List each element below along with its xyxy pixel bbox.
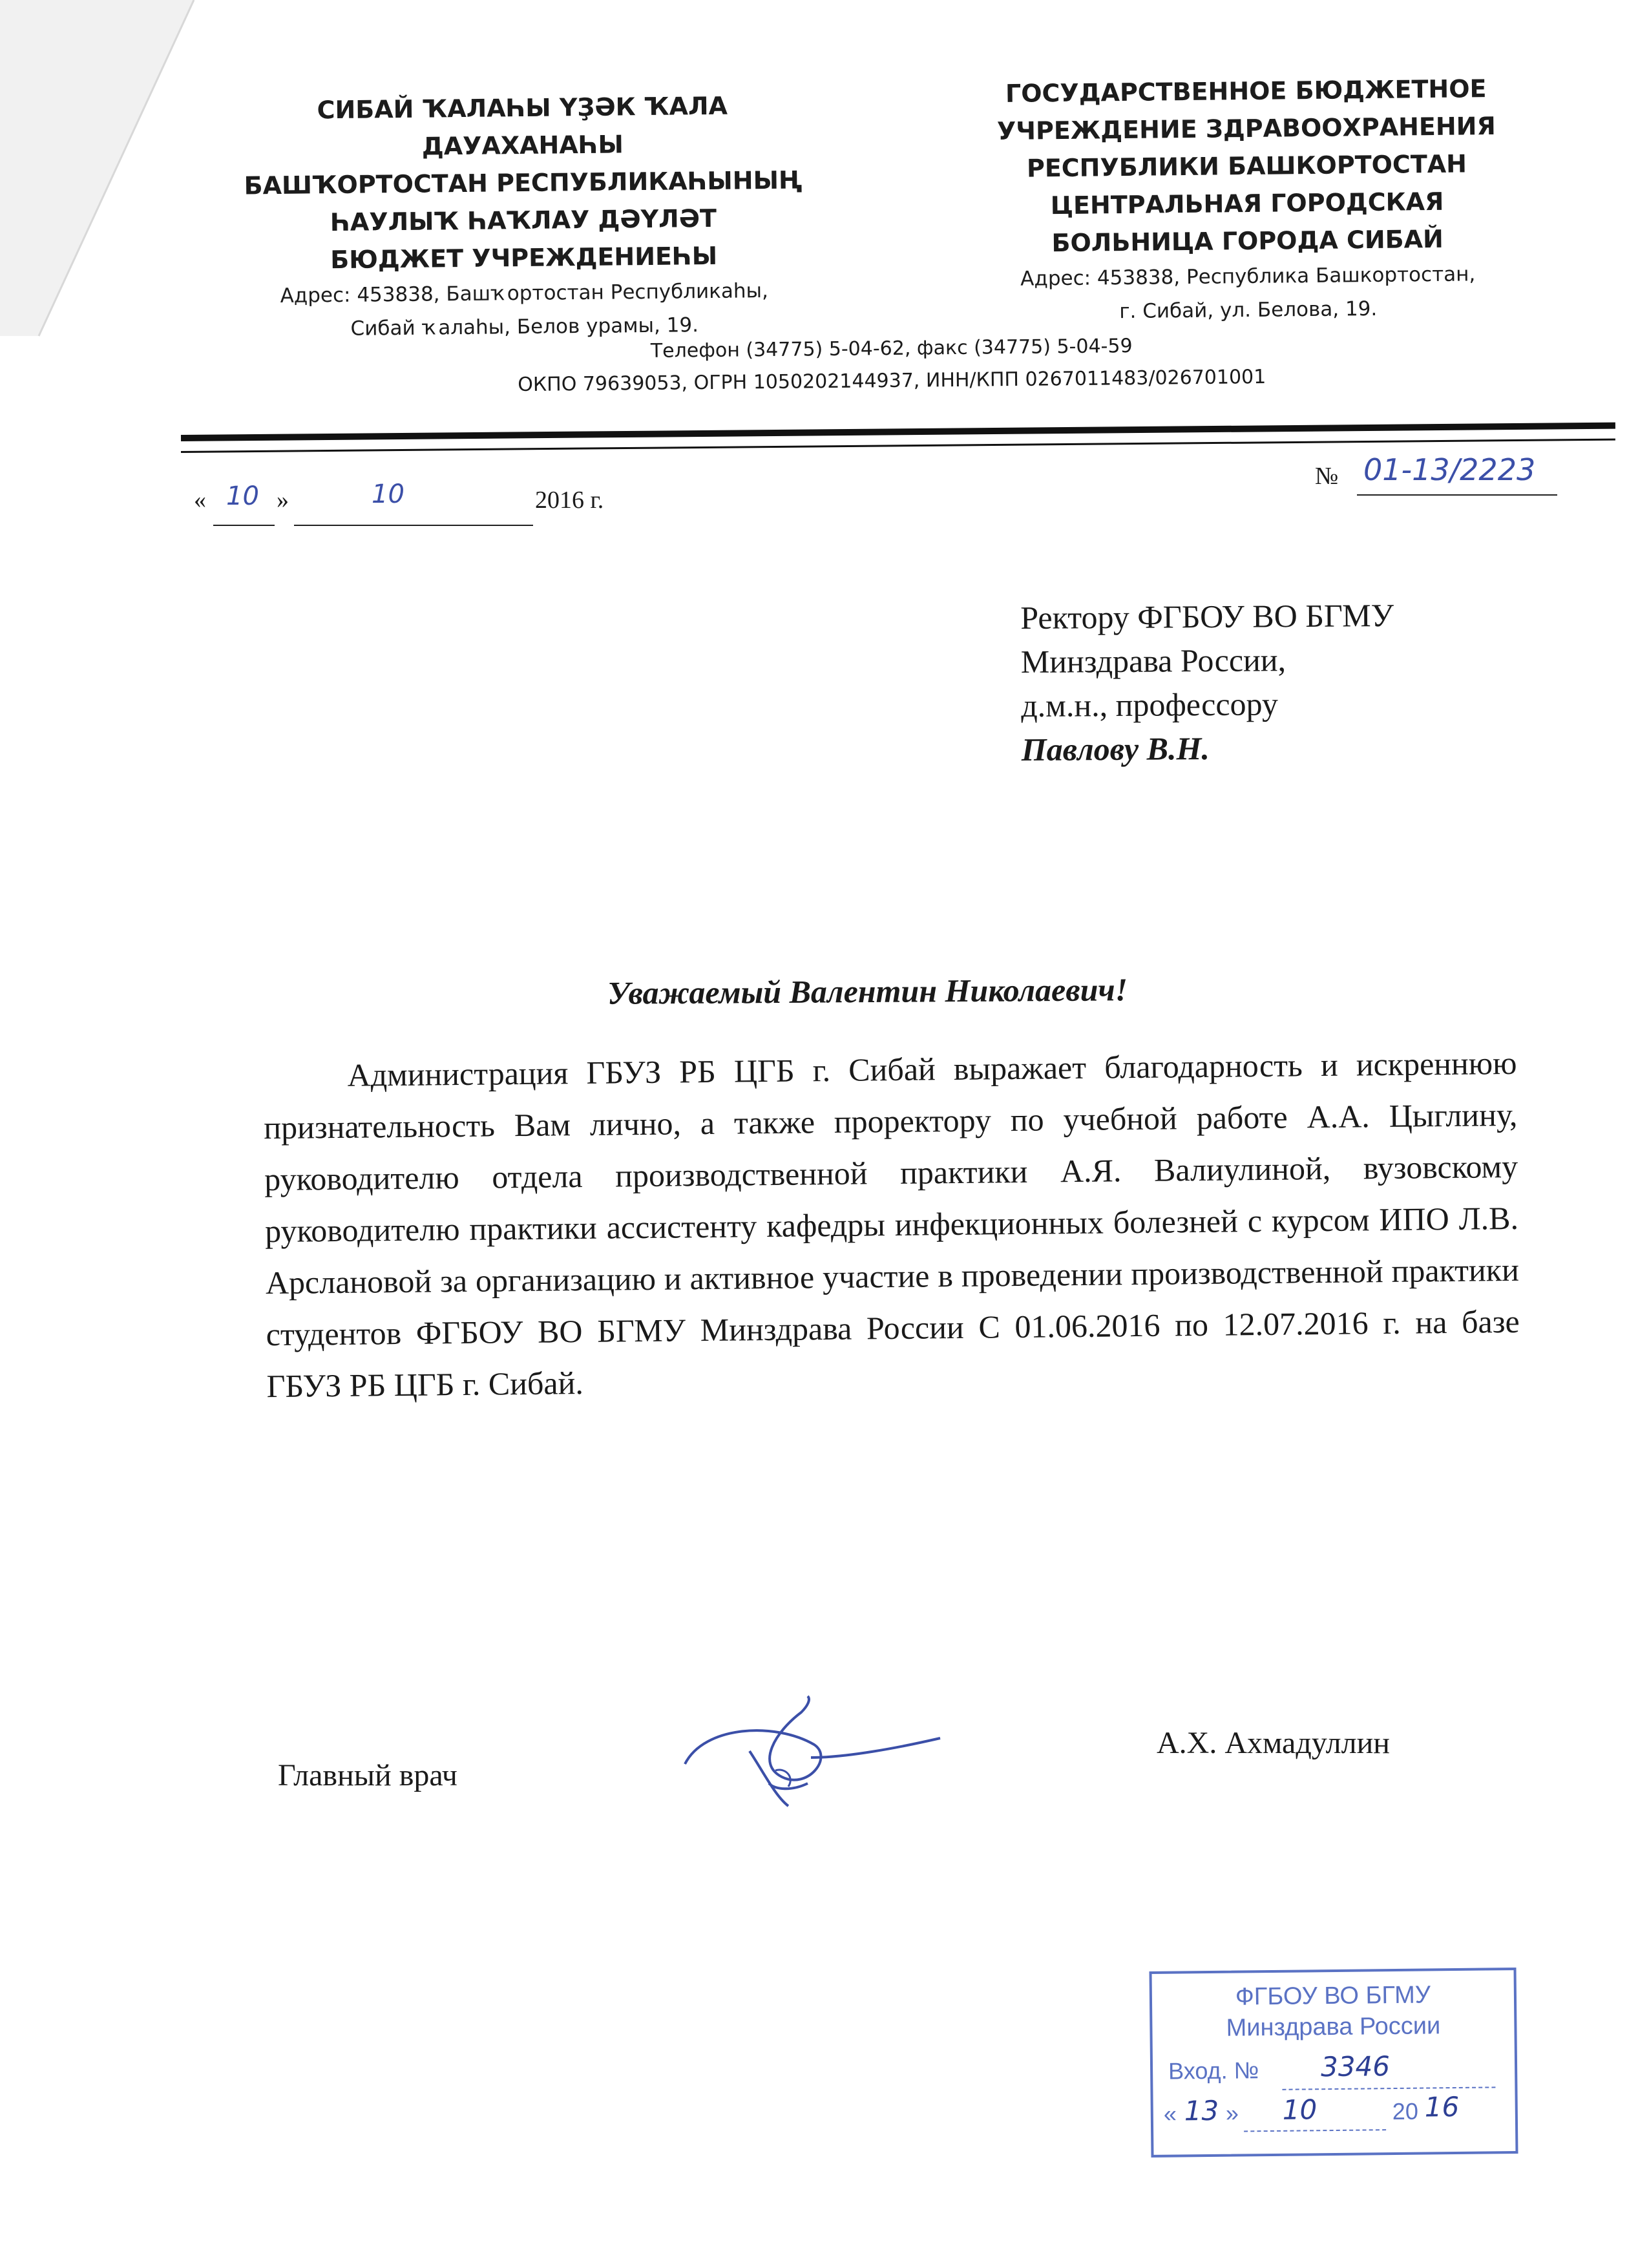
addressee-line1: Ректору ФГБОУ ВО БГМУ [1020, 596, 1394, 636]
date-day-underline [213, 525, 275, 526]
header-right-line5: БОЛЬНИЦА ГОРОДА СИБАЙ [1051, 224, 1444, 258]
letter-body: Администрация ГБУЗ РБ ЦГБ г. Сибай выражает благодарность и искреннюю признательность Вам лично, а также проректору по учебной работе А.А. Цыглину, руководителю отдела производственной практики А.Я. Валиулиной, вузовскому руководителю практики ассистенту кафедры инфекционных болезней с курсом ИПО Л.В. Арслановой за организацию и активное участие в проведении производственной практики студентов ФГБОУ ВО БГМУ Минздрава России С 01.06.2016 по 12.07.2016 г. на базе ГБУЗ РБ ЦГБ г. Сибай. [264, 1044, 1520, 1405]
signatory-name: А.Х. Ахмадуллин [1157, 1726, 1390, 1760]
contacts-phone: Телефон (34775) 5-04-62, факс (34775) 5-04-59 [650, 335, 1133, 362]
header-left-address2: Сибай ҡалаһы, Белов урамы, 19. [350, 313, 699, 341]
outgoing-number-underline [1357, 494, 1557, 496]
outgoing-number-handwritten: 01-13/2223 [1363, 452, 1536, 487]
date-month-handwritten: 10 [372, 479, 404, 509]
addressee-name: Павлову В.Н. [1021, 730, 1210, 768]
incoming-stamp [1150, 1968, 1518, 2158]
stamp-month-dashline [1244, 2129, 1386, 2132]
stamp-day: 13 [1184, 2094, 1219, 2127]
stamp-date-open-quote: « [1163, 2100, 1177, 2127]
stamp-year-suffix: 16 [1424, 2090, 1460, 2123]
date-month-underline [294, 525, 533, 526]
header-right-line4: ЦЕНТРАЛЬНАЯ ГОРОДСКАЯ [1050, 187, 1444, 220]
header-left [212, 86, 835, 347]
stamp-date-close-quote: » [1225, 2099, 1239, 2126]
header-left-line3: ҺАУЛЫҠ ҺАҠЛАУ ДӘҮЛӘТ [330, 204, 717, 237]
addressee-block [1020, 593, 1395, 772]
header-right-line2: УЧРЕЖДЕНИЕ ЗДРАВООХРАНЕНИЯ [996, 111, 1496, 146]
date-year: 2016 г. [535, 487, 604, 514]
contacts-block [414, 328, 1371, 402]
stamp-org-line2: Минздрава России [1226, 2012, 1441, 2042]
stamp-month: 10 [1282, 2094, 1318, 2126]
header-right-line1: ГОСУДАРСТВЕННОЕ БЮДЖЕТНОЕ [1005, 74, 1487, 108]
stamp-incoming-label: Вход. № [1168, 2057, 1259, 2084]
header-right-address2: г. Сибай, ул. Белова, 19. [1119, 297, 1378, 324]
header-left-line1: СИБАЙ ҠАЛАҺЫ ҮҘӘК ҠАЛА ДАУАХАНАҺЫ [317, 91, 728, 161]
header-right-address1: Адрес: 453838, Республика Башкортостан, [1020, 262, 1476, 291]
header-right-line3: РЕСПУБЛИКИ БАШКОРТОСТАН [1026, 149, 1467, 183]
date-open-quote: « [194, 487, 206, 514]
stamp-incoming-number: 3346 [1320, 2050, 1391, 2083]
signatory-position: Главный врач [278, 1758, 457, 1792]
date-close-quote: » [277, 487, 289, 514]
header-left-line4: БЮДЖЕТ УЧРЕЖДЕНИЕҺЫ [330, 241, 718, 275]
header-right [961, 69, 1533, 330]
stamp-number-dashline [1282, 2086, 1495, 2090]
addressee-line3: д.м.н., профессору [1021, 686, 1279, 724]
header-left-line2: БАШҠОРТОСТАН РЕСПУБЛИКАҺЫНЫҢ [244, 165, 803, 200]
contacts-codes: ОКПО 79639053, ОГРН 1050202144937, ИНН/КПП 0267011483/026701001 [518, 365, 1266, 397]
salutation: Уважаемый Валентин Николаевич! [607, 971, 1128, 1011]
stamp-org-line1: ФГБОУ ВО БГМУ [1235, 1981, 1431, 2011]
handwritten-signature [678, 1686, 950, 1816]
outgoing-number-label: № [1315, 463, 1339, 490]
date-day-handwritten: 10 [226, 481, 259, 511]
letter-date [194, 486, 206, 514]
header-left-address1: Адрес: 453838, Башҡортостан Республикаһы, [280, 279, 769, 308]
stamp-year-prefix: 20 [1392, 2097, 1419, 2125]
addressee-line2: Минздрава России, [1020, 642, 1287, 680]
